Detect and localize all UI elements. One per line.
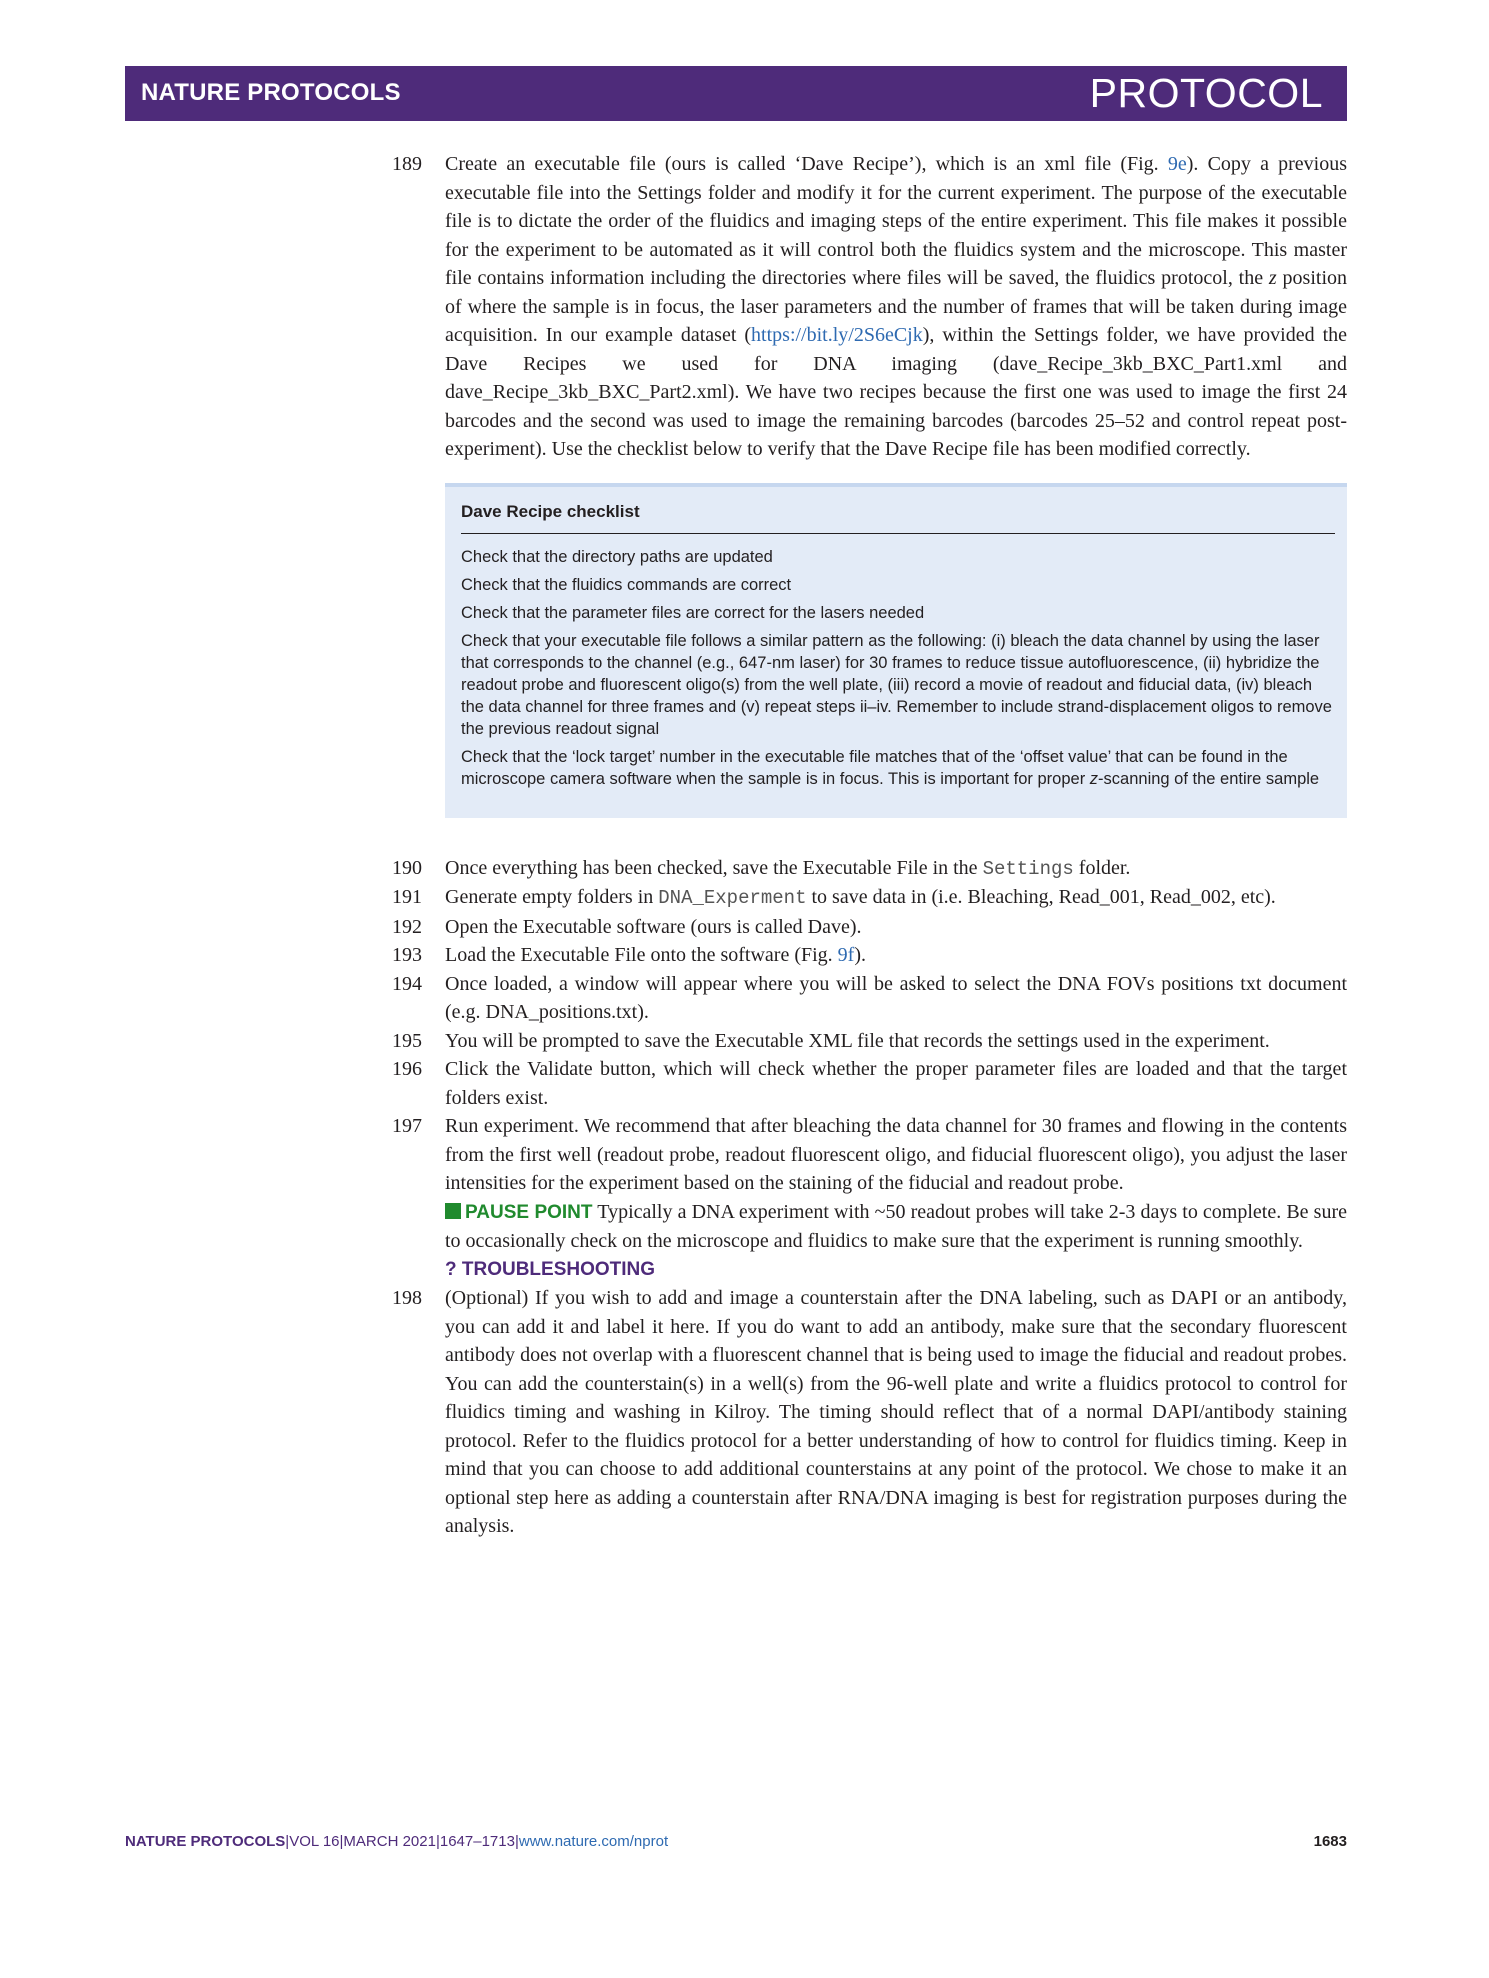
main-content <box>392 150 1347 1541</box>
text-run: ). Copy a previous executable file into the Settings folder and modify it for the current experiment. The purpose of the executable file is to dictate the order of the fluidics and imaging steps of the entire experiment. This file makes it possible for the experiment to be automated as it will control both the fluidics system and the microscope. This master file contains information including the directories where files will be saved, the fluidics protocol, the <box>445 153 1347 289</box>
step-number: 196 <box>392 1058 422 1080</box>
step-189 <box>392 150 1347 464</box>
journal-header-bar <box>125 66 1347 121</box>
step-190 <box>392 854 1347 884</box>
step-number: 191 <box>392 886 422 908</box>
text-run: folder. <box>1073 856 1131 879</box>
pause-point-paragraph <box>445 1198 1347 1256</box>
step-text: Run experiment. We recommend that after bleaching the data channel for 30 frames and flowing in the contents from the first well (readout probe, readout fluorescent oligo, and fiducial fluorescent oligo), you adjust the laser intensities for the experiment based on the staining of the fiducial and readout probe. <box>445 1115 1347 1194</box>
journal-name: NATURE PROTOCOLS <box>141 79 401 106</box>
step-194 <box>392 970 1347 1027</box>
folder-name-code: Settings <box>982 857 1074 880</box>
footer-separator: | <box>435 1833 440 1850</box>
step-text <box>445 941 1347 970</box>
dave-recipe-checklist <box>445 483 1347 818</box>
step-number: 198 <box>392 1287 422 1309</box>
page-footer <box>125 1833 668 1850</box>
checklist-item: Check that your executable file follows a similar pattern as the following: (i) bleach the data channel by using the laser that corresponds to the channel (e.g., 647-nm laser) for 30 frames to reduce tissue autofluorescence, (ii) hybridize the readout probe and fluorescent oligo(s) from the well plate, (iii) record a movie of readout and fiducial data, (iv) bleach the data channel for three frames and (v) repeat steps ii–iv. Remember to include strand-displacement oligos to remove the previous readout signal <box>461 631 1332 738</box>
text-run: Check that the ‘lock target’ number in the executable file matches that of the ‘offset value’ that can be found in the microscope camera software when the sample is in focus. This is important for proper <box>461 747 1288 788</box>
text-run: Create an executable file (ours is called ‘Dave Recipe’), which is an xml file (Fig. <box>445 153 1168 175</box>
step-text <box>445 883 1347 913</box>
text-run: Once everything has been checked, save the Executable File in the <box>445 856 983 879</box>
text-run: ), within the Settings folder, we have provided the Dave Recipes we used for DNA imaging (dave_Recipe_3kb_BXC_Part1.xml and dave_Recipe_3kb_BXC_Part2.xml). We have two recipes because the first one was used to image the first 24 barcodes and the second was used to image the remaining barcodes (barcodes 25–52 and control repeat post-experiment). Use the checklist below to verify that the Dave Recipe file has been modified correctly. <box>445 324 1348 460</box>
footer-separator: | <box>514 1833 519 1850</box>
footer-volume: VOL 16 <box>289 1833 340 1850</box>
step-193 <box>392 941 1347 970</box>
step-text: (Optional) If you wish to add and image a counterstain after the DNA labeling, such as DAPI or an antibody, you can add it and label it here. If you do want to add an antibody, make sure that the secondary fluorescent antibody does not overlap with a fluorescent channel that is being used to image the fiducial and readout probes. You can add the counterstain(s) in a well(s) from the 96-well plate and write a fluidics protocol to control for fluidics timing and washing in Kilroy. The timing should reflect that of a normal DAPI/antibody staining protocol. Refer to the fluidics protocol for a better understanding of how to control for fluidics timing. Keep in mind that you can choose to add additional counterstains at any point of the protocol. We chose to make it an optional step here as adding a counterstain after RNA/DNA imaging is best for registration purposes during the analysis. <box>445 1287 1347 1537</box>
folder-name-code: DNA_Experment <box>658 887 807 909</box>
step-number: 189 <box>392 153 422 175</box>
text-run: Load the Executable File onto the software (Fig. <box>445 944 838 966</box>
footer-separator: | <box>339 1833 344 1850</box>
footer-website-link[interactable]: www.nature.com/nprot <box>518 1833 669 1850</box>
step-text: Open the Executable software (ours is called Dave). <box>445 915 862 938</box>
footer-separator: | <box>285 1833 290 1850</box>
italic-z: z <box>1268 267 1277 289</box>
footer-date: MARCH 2021 <box>343 1833 436 1850</box>
text-run: -scanning of the entire sample <box>1098 769 1320 788</box>
step-text: Click the Validate button, which will check whether the proper parameter files are loaded and that the target folders exist. <box>445 1058 1347 1109</box>
dataset-url-link[interactable]: https://bit.ly/2S6eCjk <box>751 324 923 346</box>
step-196 <box>392 1055 1347 1112</box>
text-run: ). <box>854 944 867 966</box>
footer-journal: NATURE PROTOCOLS <box>125 1833 286 1850</box>
text-run: Generate empty folders in <box>445 886 659 908</box>
step-198 <box>392 1284 1347 1541</box>
checklist-item: Check that the parameter files are correct for the lasers needed <box>461 603 925 622</box>
step-number: 195 <box>392 1029 422 1052</box>
italic-z: z <box>1089 769 1099 788</box>
step-197 <box>392 1112 1347 1284</box>
page-number: 1683 <box>1313 1833 1347 1850</box>
step-number: 192 <box>392 915 422 938</box>
checklist-item: Check that the fluidics commands are correct <box>461 575 792 594</box>
figure-link[interactable]: 9f <box>837 944 855 966</box>
step-number: 197 <box>392 1115 422 1137</box>
text-run: position of where the sample is in focus, the laser parameters and the number of frames that will be taken during image acquisition. In our example dataset ( <box>445 267 1348 346</box>
step-191 <box>392 883 1347 913</box>
checklist-item: Check that the directory paths are updated <box>461 547 773 566</box>
step-195 <box>392 1027 1347 1056</box>
step-number: 190 <box>392 856 422 879</box>
pause-point-icon <box>445 1203 461 1219</box>
footer-pages: 1647–1713 <box>439 1833 515 1850</box>
text-run: to save data in (i.e. Bleaching, Read_001, Read_002, etc). <box>806 886 1276 908</box>
step-number: 193 <box>392 944 422 966</box>
step-192 <box>392 913 1347 942</box>
step-number: 194 <box>392 972 422 995</box>
step-text: You will be prompted to save the Executable XML file that records the settings used in the experiment. <box>445 1029 1270 1052</box>
figure-link[interactable]: 9e <box>1167 153 1187 175</box>
step-text <box>445 150 1347 464</box>
text-run: Typically a DNA experiment with ~50 readout probes will take 2-3 days to complete. Be sure to occasionally check on the microscope and fluidics to make sure that the experiment is running smoothly. <box>445 1200 1347 1252</box>
checklist-item <box>461 746 1335 790</box>
step-text <box>445 854 1347 884</box>
document-type: PROTOCOL <box>1089 70 1323 116</box>
step-text: Once loaded, a window will appear where you will be asked to select the DNA FOVs positions txt document (e.g. DNA_positions.txt). <box>445 972 1347 1023</box>
checklist-title: Dave Recipe checklist <box>461 499 1335 534</box>
troubleshooting-link[interactable]: ? TROUBLESHOOTING <box>445 1258 656 1280</box>
pause-point-label: PAUSE POINT <box>465 1201 593 1223</box>
